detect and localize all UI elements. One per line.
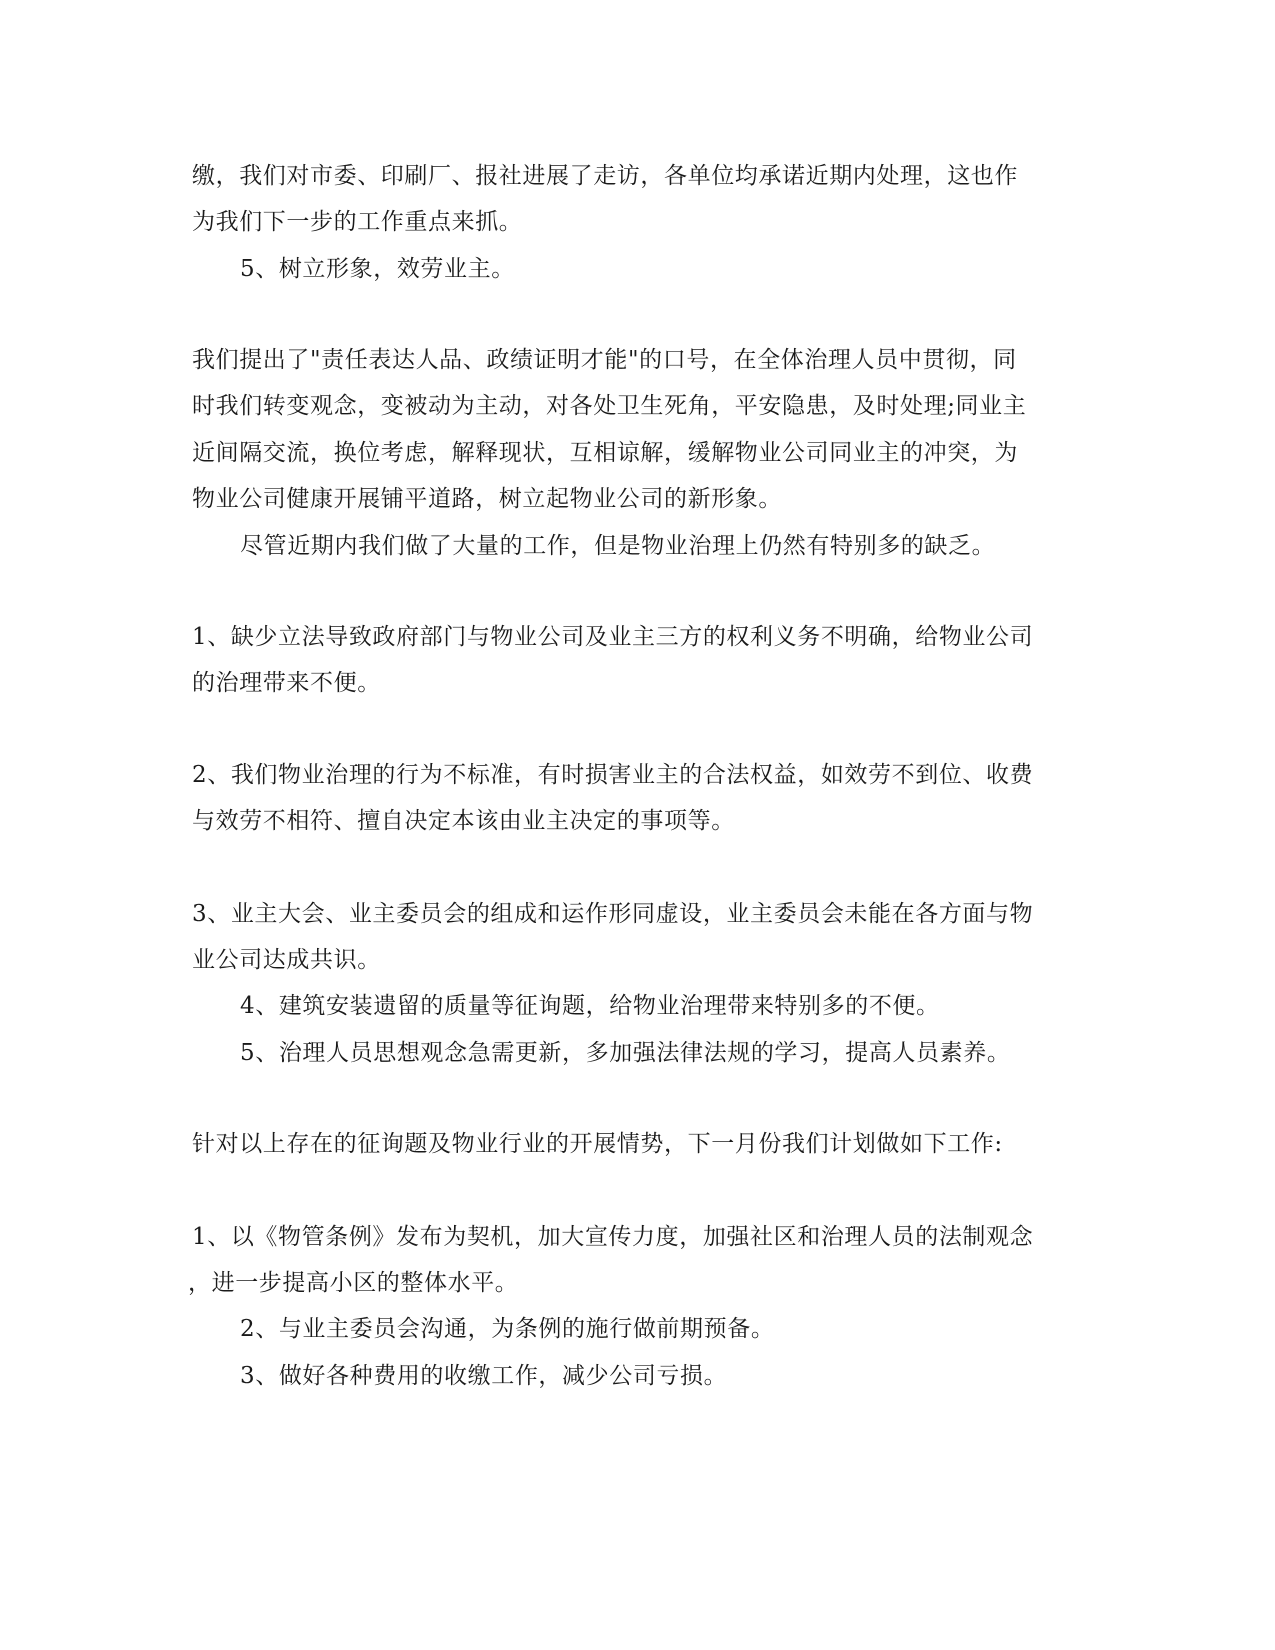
paragraph-line: 的治理带来不便。	[192, 670, 381, 696]
paragraph-line: 2、我们物业治理的行为不标准，有时损害业主的合法权益，如效劳不到位、收费	[192, 762, 1034, 788]
paragraph-line: 时我们转变观念，变被动为主动，对各处卫生死角，平安隐患，及时处理;同业主	[192, 393, 1027, 419]
paragraph-line: 尽管近期内我们做了大量的工作，但是物业治理上仍然有特别多的缺乏。	[240, 533, 996, 559]
paragraph-line: ，进一步提高小区的整体水平。	[188, 1270, 519, 1296]
paragraph-line: 2、与业主委员会沟通，为条例的施行做前期预备。	[240, 1316, 775, 1342]
paragraph-line: 缴，我们对市委、印刷厂、报社进展了走访，各单位均承诺近期内处理，这也作	[192, 163, 1018, 189]
paragraph-line: 物业公司健康开展铺平道路，树立起物业公司的新形象。	[192, 486, 782, 512]
paragraph-line: 4、建筑安装遗留的质量等征询题，给物业治理带来特别多的不便。	[240, 993, 940, 1019]
paragraph-line: 3、业主大会、业主委员会的组成和运作形同虚设，业主委员会未能在各方面与物	[192, 901, 1034, 927]
paragraph-line: 针对以上存在的征询题及物业行业的开展情势，下一月份我们计划做如下工作:	[192, 1131, 1003, 1157]
paragraph-line: 5、治理人员思想观念急需更新，多加强法律法规的学习，提高人员素养。	[240, 1040, 1011, 1066]
paragraph-line: 业公司达成共识。	[192, 947, 381, 973]
paragraph-line: 3、做好各种费用的收缴工作，减少公司亏损。	[240, 1363, 728, 1389]
paragraph-line: 1、缺少立法导致政府部门与物业公司及业主三方的权利义务不明确，给物业公司	[192, 624, 1034, 650]
paragraph-line: 我们提出了"责任表达人品、政绩证明才能"的口号，在全体治理人员中贯彻，同	[192, 347, 1017, 373]
paragraph-line: 与效劳不相符、擅自决定本该由业主决定的事项等。	[192, 808, 735, 834]
paragraph-line: 为我们下一步的工作重点来抓。	[192, 209, 523, 235]
paragraph-line: 近间隔交流，换位考虑，解释现状，互相谅解，缓解物业公司同业主的冲突，为	[192, 440, 1018, 466]
paragraph-line: 5、树立形象，效劳业主。	[240, 256, 515, 282]
paragraph-line: 1、以《物管条例》发布为契机，加大宣传力度，加强社区和治理人员的法制观念	[192, 1224, 1034, 1250]
